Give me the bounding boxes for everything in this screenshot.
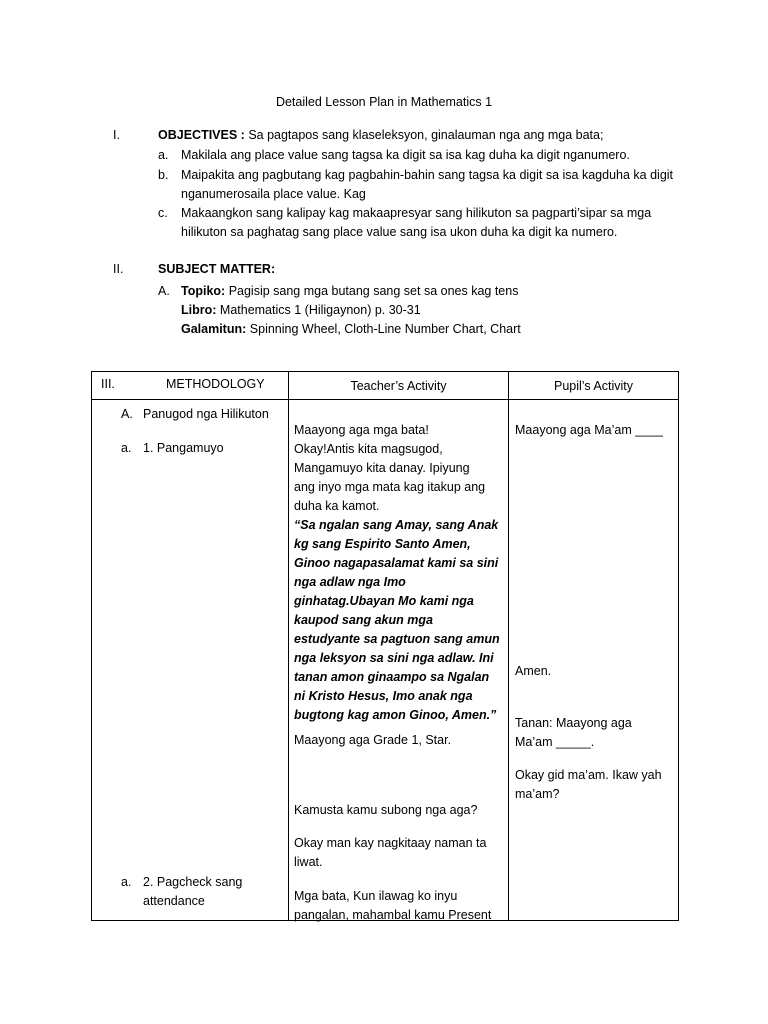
item2-letter: a.	[121, 875, 132, 889]
pupil-okay	[515, 766, 662, 804]
objective-c-line-1: Makaangkon sang kalipay kag makaapresyar sang hilikuton sa pagparti’sipar sa mga	[181, 206, 652, 220]
teacher-greeting-line-2: Okay!Antis kita magsugod,	[294, 442, 443, 456]
table-header-row	[92, 372, 679, 400]
prayer-line-5: ginhatag.Ubayan Mo kami nga	[294, 594, 474, 608]
pupil-tanan-line-2: Ma’am _____.	[515, 735, 595, 749]
methodology-numeral: III.	[101, 377, 115, 391]
pupil-activity-cell	[509, 400, 679, 921]
pupil-okay-line-2: ma’am?	[515, 787, 560, 801]
teacher-okay-line-1: Okay man kay nagkitaay naman ta	[294, 836, 487, 850]
methodology-header: METHODOLOGY	[166, 377, 265, 391]
prayer-line-1: “Sa ngalan sang Amay, sang Anak	[294, 518, 499, 532]
teacher-attendance	[294, 887, 491, 925]
objective-a-line-1: Makilala ang place value sang tagsa ka digit sa isa kag duha ka digit nganumero.	[181, 148, 630, 162]
pupil-tanan-line-1: Tanan: Maayong aga	[515, 716, 632, 730]
teacher-activity-cell	[289, 400, 509, 921]
teacher-grade-greeting: Maayong aga Grade 1, Star.	[294, 733, 452, 747]
teacher-greeting	[294, 421, 485, 516]
materials-label: Galamitun:	[181, 322, 247, 336]
table-body-row	[92, 400, 679, 921]
prayer-line-2: kg sang Espirito Santo Amen,	[294, 537, 471, 551]
prayer-line-11: bugtong kag amon Ginoo, Amen.”	[294, 708, 497, 722]
section-title: Panugod nga Hilikuton	[143, 407, 269, 421]
objective-c	[181, 204, 681, 242]
pupil-header-cell	[509, 372, 679, 400]
materials-value: Spinning Wheel, Cloth-Line Number Chart, Chart	[249, 322, 521, 336]
objective-letter-a: a.	[158, 148, 169, 162]
item2-line-2: attendance	[143, 894, 205, 908]
subject-matter-heading-text: SUBJECT MATTER:	[158, 262, 276, 276]
teacher-kamusta: Kamusta kamu subong nga aga?	[294, 803, 478, 817]
teacher-okay-line-2: liwat.	[294, 855, 323, 869]
objectives-numeral: I.	[113, 128, 120, 142]
teacher-greeting-line-5: duha ka kamot.	[294, 499, 380, 513]
objective-c-line-2: hilikuton sa paghatag sang place value sang isa ukon duha ka digit ka numero.	[181, 225, 618, 239]
teacher-greeting-line-1: Maayong aga mga bata!	[294, 423, 429, 437]
prayer-line-4: nga adlaw nga Imo	[294, 575, 406, 589]
pupil-amen: Amen.	[515, 664, 552, 678]
subject-matter-letter: A.	[158, 284, 170, 298]
book-value: Mathematics 1 (Hiligaynon) p. 30-31	[219, 303, 421, 317]
document-title: Detailed Lesson Plan in Mathematics 1	[275, 95, 493, 109]
teacher-activity-header: Teacher’s Activity	[350, 378, 447, 393]
teacher-okay	[294, 834, 486, 872]
subject-matter-heading	[158, 262, 275, 276]
prayer-line-10: ni Kristo Hesus, Imo anak nga	[294, 689, 473, 703]
prayer-line-7: estudyante sa pagtuon sang amun	[294, 632, 500, 646]
subject-matter-numeral: II.	[113, 262, 124, 276]
methodology-cell	[92, 400, 289, 921]
teacher-attendance-line-2: pangalan, mahambal kamu Present	[294, 908, 492, 922]
objective-a	[181, 146, 681, 165]
pupil-activity-header: Pupil’s Activity	[554, 378, 633, 393]
item2-line-1: 2. Pagcheck sang	[143, 875, 243, 889]
pupil-greeting: Maayong aga Ma’am ____	[515, 423, 664, 437]
section-letter-a: A.	[121, 407, 133, 421]
objectives-intro: Sa pagtapos sang klaseleksyon, ginalauman nga ang mga bata;	[248, 128, 604, 142]
pupil-tanan	[515, 714, 632, 752]
objectives-heading: OBJECTIVES :	[158, 128, 245, 142]
topic-value: Pagisip sang mga butang sang set sa ones kag tens	[228, 284, 519, 298]
teacher-greeting-line-3: Mangamuyo kita danay. Ipiyung	[294, 461, 470, 475]
objective-b-line-2: nganumerosaila place value. Kag	[181, 187, 366, 201]
topic-label: Topiko:	[181, 284, 226, 298]
book-line	[181, 301, 421, 320]
teacher-greeting-line-4: ang inyo mga mata kag itakup ang	[294, 480, 486, 494]
prayer-line-9: tanan amon ginaampo sa Ngalan	[294, 670, 490, 684]
objective-b	[181, 166, 681, 204]
pupil-okay-line-1: Okay gid ma’am. Ikaw yah	[515, 768, 662, 782]
teacher-prayer	[294, 516, 500, 725]
teacher-attendance-line-1: Mga bata, Kun ilawag ko inyu	[294, 889, 458, 903]
methodology-table	[91, 371, 679, 921]
methodology-header-cell	[92, 372, 289, 400]
topic-line	[181, 282, 518, 301]
teacher-header-cell	[289, 372, 509, 400]
prayer-line-6: kaupod sang akun mga	[294, 613, 433, 627]
materials-line	[181, 320, 521, 339]
item1-pangamuyo: 1. Pangamuyo	[143, 441, 224, 455]
book-label: Libro:	[181, 303, 217, 317]
objectives-heading-line	[158, 128, 603, 142]
prayer-line-8: nga leksyon sa sini nga adlaw. Ini	[294, 651, 494, 665]
objective-b-line-1: Maipakita ang pagbutang kag pagbahin-bahin sang tagsa ka digit sa isa kagduha ka digit	[181, 168, 674, 182]
item1-letter: a.	[121, 441, 132, 455]
objective-letter-b: b.	[158, 168, 169, 182]
prayer-line-3: Ginoo nagapasalamat kami sa sini	[294, 556, 499, 570]
objective-letter-c: c.	[158, 206, 168, 220]
item2-attendance	[143, 873, 242, 911]
